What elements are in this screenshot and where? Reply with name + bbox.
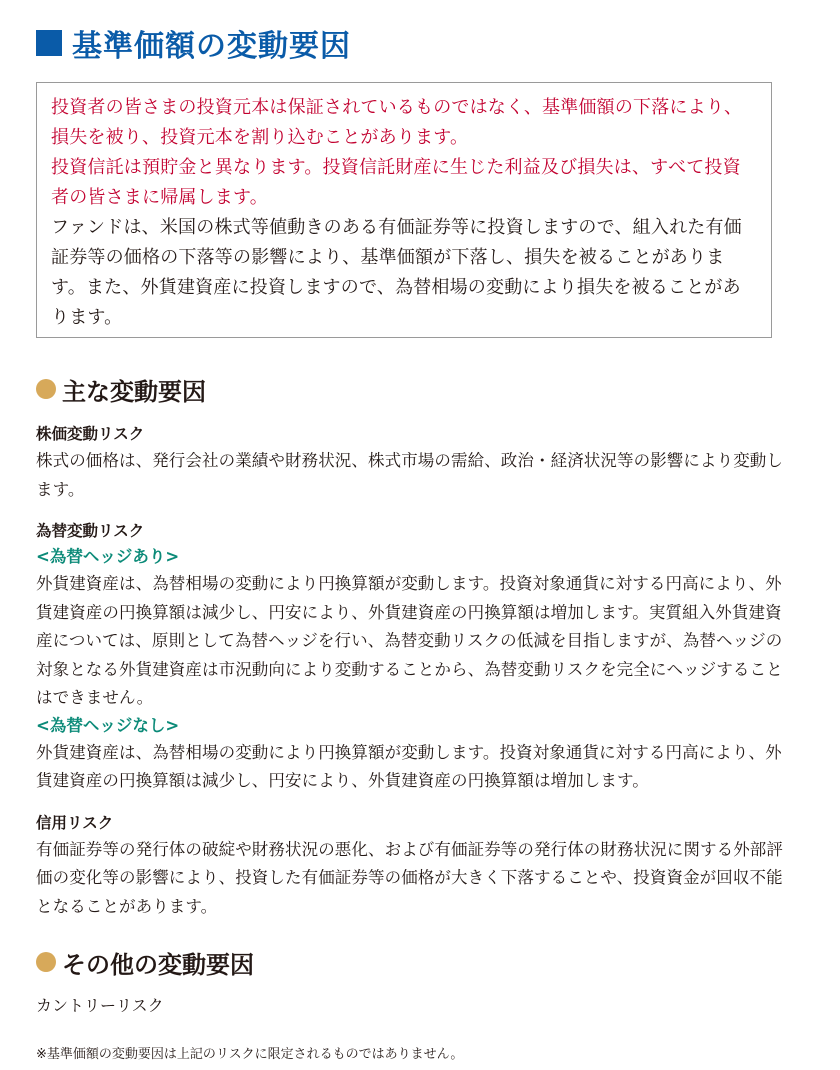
bullet-dot-icon — [36, 379, 56, 399]
other-factors-heading — [36, 944, 254, 980]
footnote: ※基準価額の変動要因は上記のリスクに限定されるものではありません。 — [36, 1047, 464, 1062]
stock-risk-body: 株式の価格は、発行会社の業績や財務状況、株式市場の需給、政治・経済状況等の影響により変動します。 — [36, 451, 783, 499]
notice-deposit: 投資信託は預貯金と異なります。投資信託財産に生じた利益及び損失は、すべて投資者の皆さまに帰属します。 — [51, 157, 741, 208]
main-factors-heading-text: 主な変動要因 — [62, 377, 206, 406]
credit-risk-title: 信用リスク — [36, 813, 114, 832]
fx-hedged-label: <為替ヘッジあり> — [36, 547, 180, 566]
credit-risk-body: 有価証券等の発行体の破綻や財務状況の悪化、および有価証券等の発行体の財務状況に関する外部評価の変化等の影響により、投資した有価証券等の価格が大きく下落することや、投資資金が回収不能となることがあります。 — [36, 839, 783, 916]
fx-hedged-body: 外貨建資産は、為替相場の変動により円換算額が変動します。投資対象通貨に対する円高により、外貨建資産の円換算額は減少し、円安により、外貨建資産の円換算額は増加します。実質組入外貨建資産については、原則として為替ヘッジを行い、為替変動リスクの低減を目指しますが、為替ヘッジの対象となる外貨建資産は市況動向により変動することから、為替変動リスクを完全にヘッジすることはできません。 — [36, 574, 783, 707]
notice-fund-risk: ファンドは、米国の株式等値動きのある有価証券等に投資しますので、組入れた有価証券等の価格の下落等の影響により、基準価額が下落し、損失を被ることがあります。また、外貨建資産に投資しますので、為替相場の変動により損失を被ることがあります。 — [51, 217, 742, 328]
other-factors-heading-text: その他の変動要因 — [62, 950, 254, 979]
stock-risk-title: 株価変動リスク — [36, 425, 145, 443]
fx-risk-title: 為替変動リスク — [36, 522, 145, 540]
main-factors-content — [36, 421, 796, 921]
title-text: 基準価額の変動要因 — [72, 29, 351, 64]
fx-unhedged-body: 外貨建資産は、為替相場の変動により円換算額が変動します。投資対象通貨に対する円高により、外貨建資産の円換算額は減少し、円安により、外貨建資産の円換算額は増加します。 — [36, 742, 782, 790]
title-square-icon — [36, 30, 62, 56]
bullet-dot-icon — [36, 952, 56, 972]
main-factors-heading — [36, 371, 206, 407]
page-title — [36, 18, 351, 68]
country-risk: カントリーリスク — [36, 996, 164, 1015]
fx-unhedged-label: <為替ヘッジなし> — [36, 715, 180, 735]
notice-principal: 投資者の皆さまの投資元本は保証されているものではなく、基準価額の下落により、損失を被り、投資元本を割り込むことがあります。 — [51, 97, 743, 148]
notice-box — [36, 82, 772, 338]
